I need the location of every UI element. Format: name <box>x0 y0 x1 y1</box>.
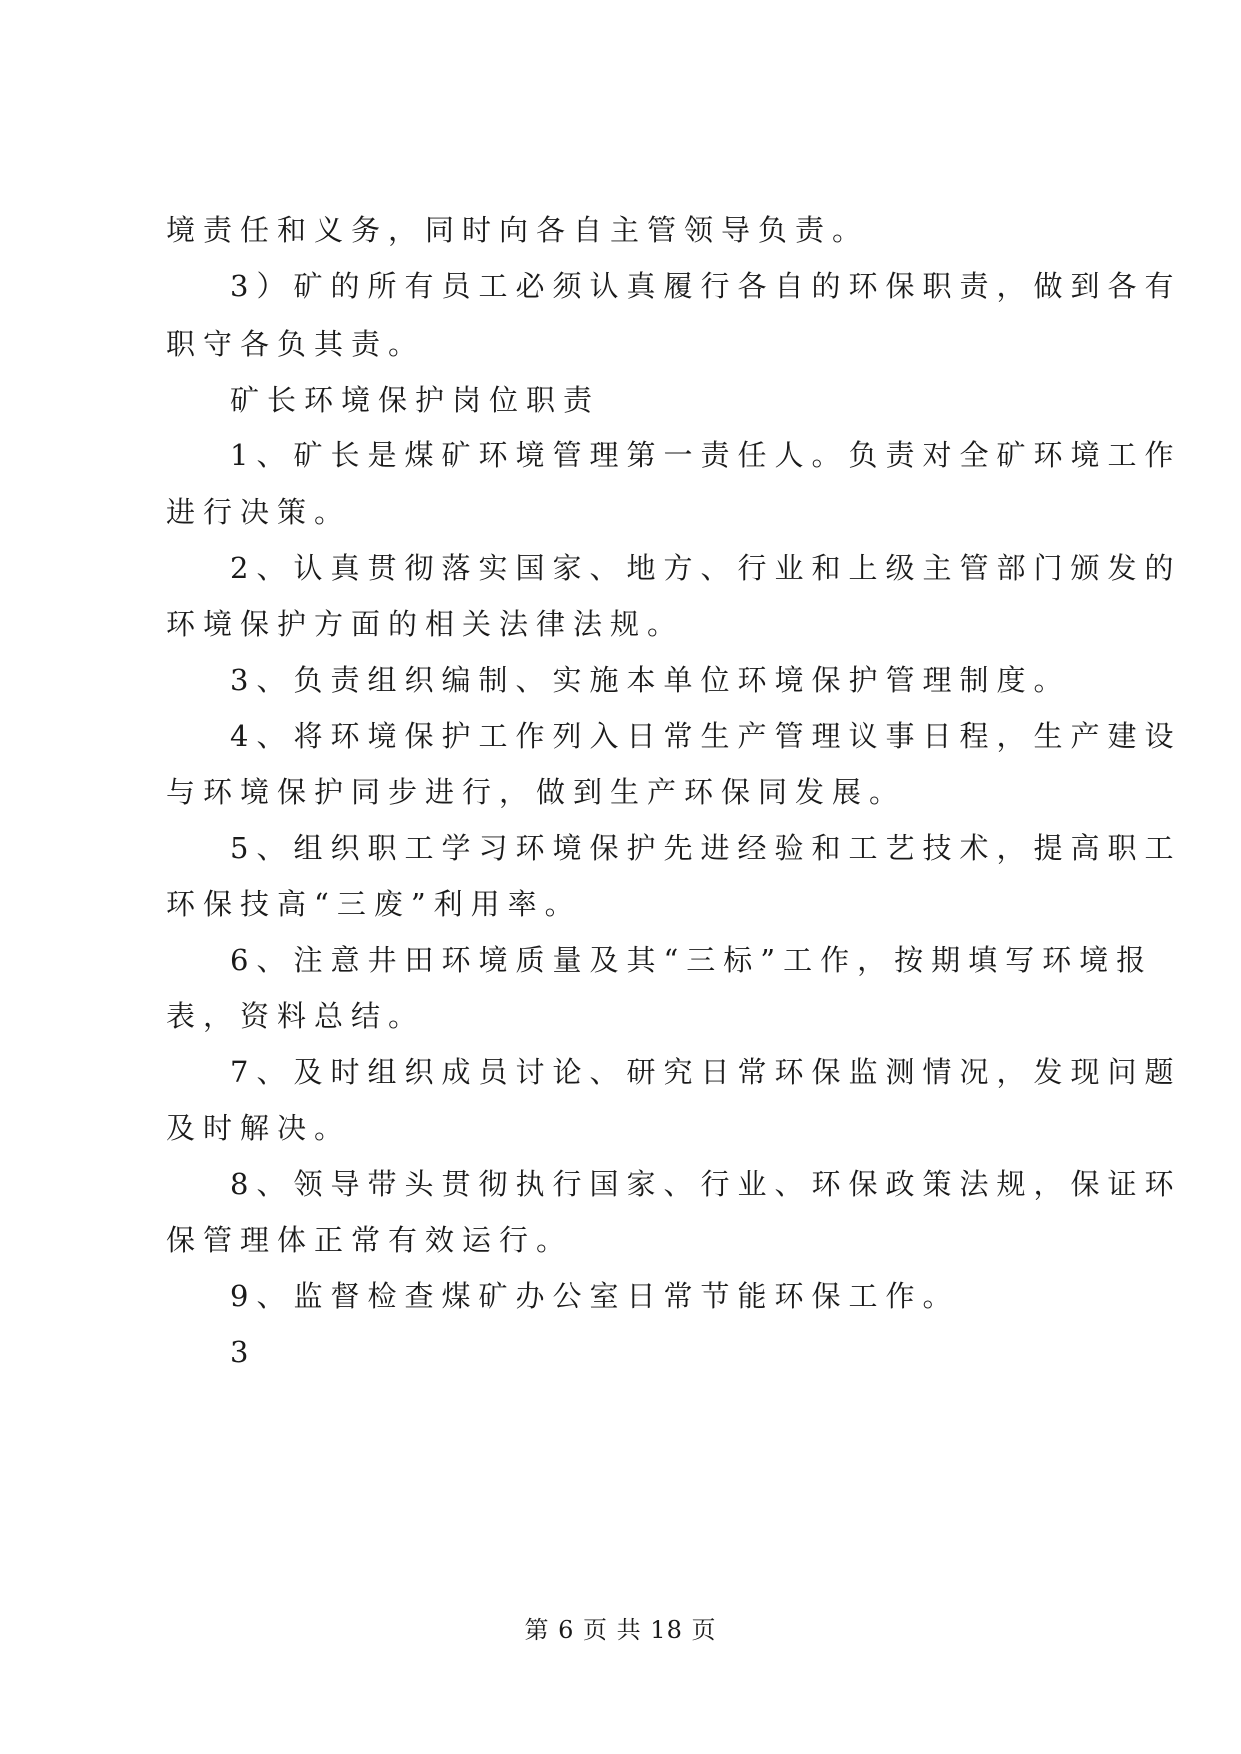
body-line: 2、认真贯彻落实国家、地方、行业和上级主管部门颁发的 <box>230 551 1182 585</box>
body-line: 境责任和义务，同时向各自主管领导负责。 <box>166 213 870 247</box>
body-line: 表，资料总结。 <box>166 999 426 1033</box>
body-line: 7、及时组织成员讨论、研究日常环保监测情况，发现问题 <box>230 1055 1182 1089</box>
body-line: 与环境保护同步进行，做到生产环保同发展。 <box>166 775 907 809</box>
body-line: 1、矿长是煤矿环境管理第一责任人。负责对全矿环境工作 <box>230 438 1182 472</box>
body-line: 8、领导带头贯彻执行国家、行业、环保政策法规，保证环 <box>230 1167 1182 1201</box>
body-line: 及时解决。 <box>166 1111 352 1145</box>
body-line: 3、负责组织编制、实施本单位环境保护管理制度。 <box>230 663 1071 697</box>
body-line: 3）矿的所有员工必须认真履行各自的环保职责，做到各有 <box>230 269 1182 303</box>
body-line: 4、将环境保护工作列入日常生产管理议事日程，生产建设 <box>230 719 1182 753</box>
body-line: 环保技高“三废”利用率。 <box>166 887 582 921</box>
body-line: 职守各负其责。 <box>166 327 426 361</box>
body-line: 5、组织职工学习环境保护先进经验和工艺技术，提高职工 <box>230 831 1182 865</box>
body-line: 9、监督检查煤矿办公室日常节能环保工作。 <box>230 1279 960 1313</box>
body-line: 环境保护方面的相关法律法规。 <box>166 607 685 641</box>
page-footer: 第 6 页 共 18 页 <box>524 1616 717 1644</box>
body-line: 进行决策。 <box>166 495 352 529</box>
body-line: 保管理体正常有效运行。 <box>166 1223 574 1257</box>
body-line: 6、注意井田环境质量及其“三标”工作，按期填写环境报 <box>230 943 1154 977</box>
section-heading: 矿长环境保护岗位职责 <box>230 383 601 417</box>
body-line: 3 <box>230 1335 257 1369</box>
